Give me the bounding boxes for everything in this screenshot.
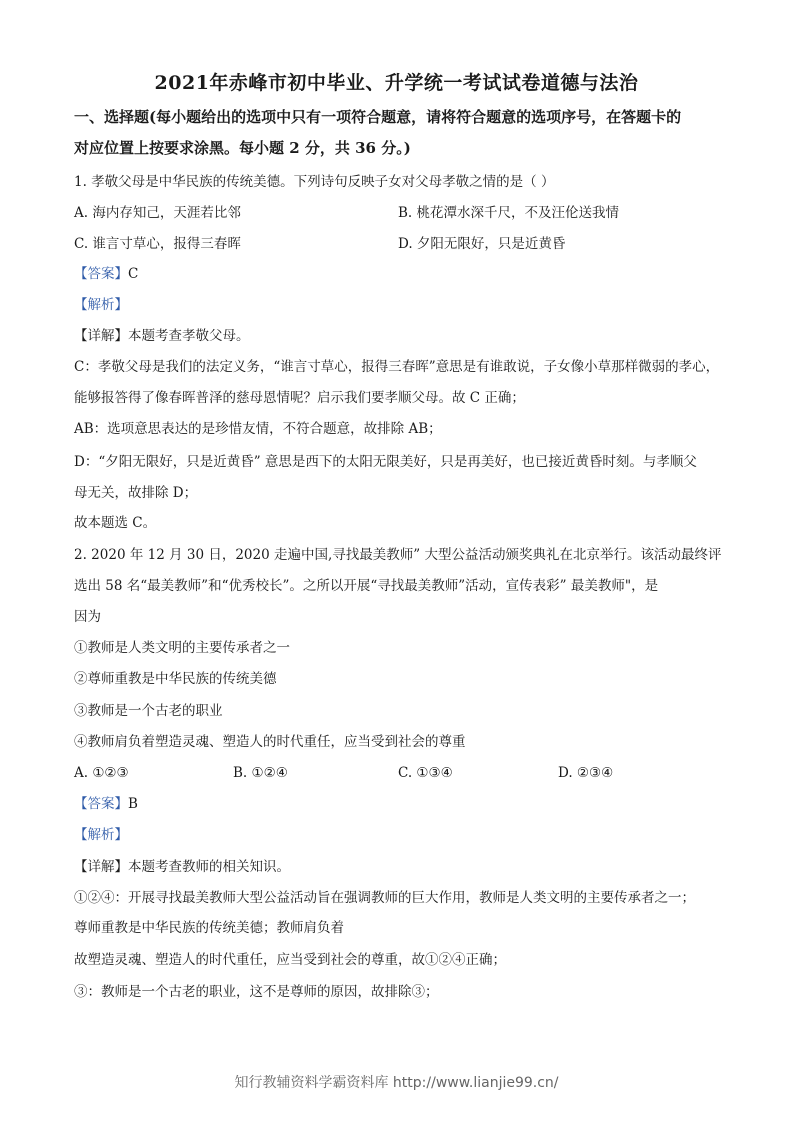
q1-answer-value: C [128,266,139,282]
q1-option-d: D. 夕阳无限好，只是近黄昏 [398,236,566,252]
q2-item-2: ②尊师重教是中华民族的传统美德 [74,671,277,687]
q1-exp-3: AB：选项意思表达的是珍惜友情，不符合题意，故排除 AB； [74,421,442,437]
q1-exp-4: D：“夕阳无限好，只是近黄昏” 意思是西下的太阳无限美好，只是再美好，也已接近黄昏时刻。与孝顺父 [74,454,697,470]
q1-option-a: A. 海内存知己，天涯若比邻 [74,205,241,221]
page-footer: 知行教辅资料学霸资料库 http://www.lianjie99.cn/ [234,1075,559,1091]
q1-exp-1: C：孝敬父母是我们的法定义务，“谁言寸草心，报得三春晖”意思是有谁敢说，子女像小草那样微弱的孝心， [74,359,720,375]
q1-exp-5: 母无关，故排除 D； [74,485,198,501]
q1-option-b: B. 桃花潭水深千尺，不及汪伦送我情 [398,205,620,221]
q2-stem-1: 2. 2020 年 12 月 30 日，2020 走遍中国,寻找最美教师” 大型公益活动颁奖典礼在北京举行。该活动最终评 [74,547,722,563]
page-title: 2021年赤峰市初中毕业、升学统一考试试卷道德与法治 [154,72,639,94]
q2-exp-3: 故塑造灵魂、塑造人的时代重任，应当受到社会的尊重，故①②④正确； [74,952,506,968]
q1-answer [74,264,724,284]
q2-answer-value: B [128,796,138,812]
q1-stem: 1. 孝敬父母是中华民族的传统美德。下列诗句反映子女对父母孝敬之情的是（ ） [74,174,555,190]
q2-detail: 【详解】本题考查教师的相关知识。 [74,859,290,875]
q2-answer-tag: 【答案】 [74,796,128,812]
section-heading-line-1: 一、选择题(每小题给出的选项中只有一项符合题意，请将符合题意的选项序号，在答题卡的 [74,108,682,126]
q2-option-c: C. ①③④ [398,765,453,781]
q2-analysis-tag: 【解析】 [74,827,128,843]
q1-exp-2: 能够报答得了像春晖普泽的慈母恩情呢？启示我们要孝顺父母。故 C 正确； [74,390,525,406]
q2-item-4: ④教师肩负着塑造灵魂、塑造人的时代重任，应当受到社会的尊重 [74,734,466,750]
q2-option-b: B. ①②④ [233,765,288,781]
q2-exp-2: 尊师重教是中华民族的传统美德；教师肩负着 [74,920,344,936]
q1-answer-tag: 【答案】 [74,266,128,282]
q1-conclusion: 故本题选 C。 [74,515,157,531]
q2-answer [74,794,724,814]
q2-exp-4: ③：教师是一个古老的职业，这不是尊师的原因，故排除③； [74,984,439,1000]
q1-analysis-tag: 【解析】 [74,297,128,313]
q2-option-d: D. ②③④ [558,765,614,781]
q2-item-3: ③教师是一个古老的职业 [74,703,223,719]
q1-detail: 【详解】本题考查孝敬父母。 [74,328,250,344]
q2-stem-3: 因为 [74,609,101,625]
section-heading-line-2: 对应位置上按要求涂黑。每小题 2 分，共 36 分。) [74,139,411,157]
q2-option-a: A. ①②③ [74,765,129,781]
q2-item-1: ①教师是人类文明的主要传承者之一 [74,640,290,656]
q1-option-c: C. 谁言寸草心，报得三春晖 [74,236,241,252]
q2-exp-1: ①②④：开展寻找最美教师大型公益活动旨在强调教师的巨大作用，教师是人类文明的主要传承者之一； [74,890,695,906]
q2-stem-2: 选出 58 名“最美教师”和“优秀校长”。之所以开展“寻找最美教师”活动，宣传表彩” 最美教师"，是 [74,578,659,594]
